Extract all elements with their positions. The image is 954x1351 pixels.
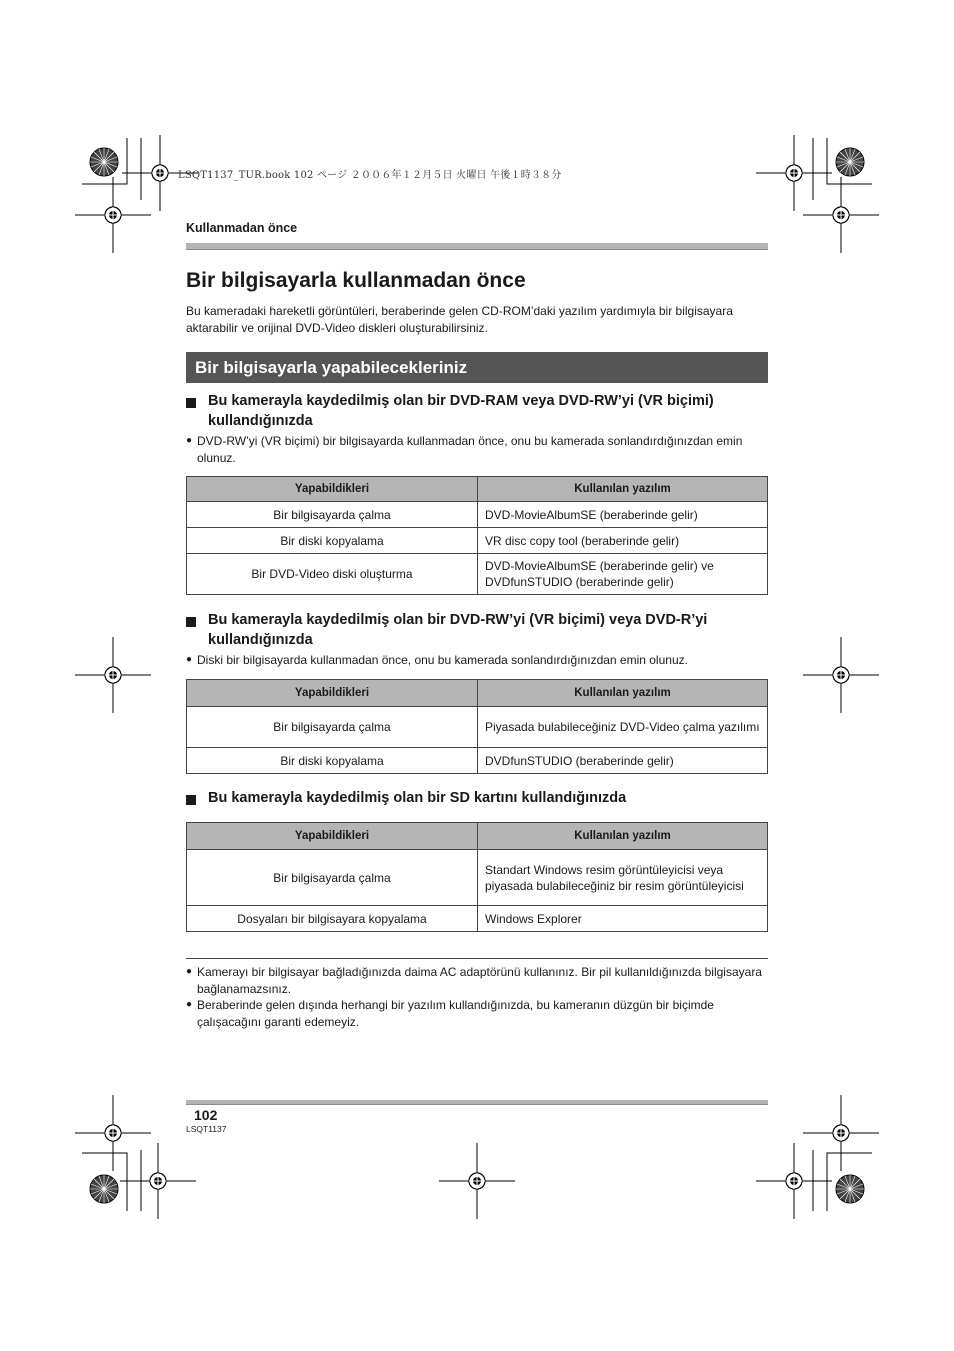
table-row	[187, 528, 768, 554]
column-header: Kullanılan yazılım	[478, 823, 768, 850]
table-cell: VR disc copy tool (beraberinde gelir)	[478, 528, 768, 554]
document-code: LSQT1137	[186, 1124, 227, 1134]
bullet-icon: ●	[186, 435, 193, 446]
block-1-heading: Bu kamerayla kaydedilmiş olan bir DVD-RAM veya DVD-RW’yi (VR biçimi) kullandığınızda	[186, 392, 776, 431]
table-cell: DVDfunSTUDIO (beraberinde gelir)	[478, 748, 768, 774]
table-cell: DVD-MovieAlbumSE (beraberinde gelir) ve DVDfunSTUDIO (beraberinde gelir)	[478, 554, 768, 595]
page-number: 102	[194, 1107, 218, 1123]
header-rule	[186, 243, 768, 250]
table-header-row	[187, 477, 768, 502]
bullet-icon: ●	[186, 966, 193, 977]
table-row	[187, 906, 768, 932]
block-2-note: ● Diski bir bilgisayarda kullanmadan önce, onu bu kamerada sonlandırdığınızdan emin olunuz.	[186, 653, 688, 667]
block-2-table	[186, 679, 768, 774]
table-cell: Windows Explorer	[478, 906, 768, 932]
print-mark: LSQT1137_TUR.book 102 ページ ２００６年１２月５日 火曜日 午後１時３８分	[178, 170, 562, 181]
column-header: Kullanılan yazılım	[478, 680, 768, 707]
column-header: Yapabildikleri	[187, 823, 478, 850]
block-2-heading: Bu kamerayla kaydedilmiş olan bir DVD-RW’yi (VR biçimi) veya DVD-R’yi kullandığınızda	[186, 611, 776, 650]
intro-paragraph: Bu kameradaki hareketli görüntüleri, beraberinde gelen CD-ROM’daki yazılım yardımıyla bir bilgisayara aktarabilir ve orijinal DVD-Video diskleri oluşturabilirsiniz.	[186, 304, 733, 335]
block-1-table	[186, 476, 768, 595]
table-cell: Piyasada bulabileceğiniz DVD-Video çalma yazılımı	[478, 707, 768, 748]
square-bullet-icon	[186, 398, 196, 408]
bullet-icon: ●	[186, 654, 193, 665]
square-bullet-icon	[186, 617, 196, 627]
section-label: Kullanmadan önce	[186, 221, 298, 235]
table-cell: Dosyaları bir bilgisayara kopyalama	[187, 906, 478, 932]
table-row	[187, 707, 768, 748]
table-cell: Bir bilgisayarda çalma	[187, 850, 478, 906]
table-cell: Bir bilgisayarda çalma	[187, 707, 478, 748]
table-cell: Bir bilgisayarda çalma	[187, 502, 478, 528]
block-3-table	[186, 822, 768, 932]
table-cell: Standart Windows resim görüntüleyicisi veya piyasada bulabileceğiniz bir resim görüntüleyicisi	[478, 850, 768, 906]
notes-divider	[186, 958, 768, 959]
table-cell: Bir diski kopyalama	[187, 528, 478, 554]
footer-rule	[186, 1100, 768, 1105]
column-header: Yapabildikleri	[187, 680, 478, 707]
table-row	[187, 850, 768, 906]
table-header-row	[187, 823, 768, 850]
table-cell: DVD-MovieAlbumSE (beraberinde gelir)	[478, 502, 768, 528]
footnote-1: ● Kamerayı bir bilgisayar bağladığınızda daima AC adaptörünü kullanınız. Bir pil kullanıldığınızda bilgisayara bağlanamazsınız.	[186, 965, 762, 996]
square-bullet-icon	[186, 795, 196, 805]
column-header: Yapabildikleri	[187, 477, 478, 502]
table-row	[187, 502, 768, 528]
block-3-heading: Bu kamerayla kaydedilmiş olan bir SD kartını kullandığınızda	[186, 789, 776, 809]
table-header-row	[187, 680, 768, 707]
column-header: Kullanılan yazılım	[478, 477, 768, 502]
table-row	[187, 554, 768, 595]
table-cell: Bir DVD-Video diski oluşturma	[187, 554, 478, 595]
section-bar: Bir bilgisayarla yapabilecekleriniz	[186, 352, 768, 383]
bullet-icon: ●	[186, 999, 193, 1010]
block-1-note: ● DVD-RW’yi (VR biçimi) bir bilgisayarda kullanmadan önce, onu bu kamerada sonlandırdığınızdan emin olunuz.	[186, 434, 743, 465]
footnote-2: ● Beraberinde gelen dışında herhangi bir yazılım kullandığınızda, bu kameranın düzgün bir biçimde çalışacağını garanti edemeyiz.	[186, 998, 714, 1029]
table-cell: Bir diski kopyalama	[187, 748, 478, 774]
table-row	[187, 748, 768, 774]
page-title: Bir bilgisayarla kullanmadan önce	[186, 269, 526, 292]
